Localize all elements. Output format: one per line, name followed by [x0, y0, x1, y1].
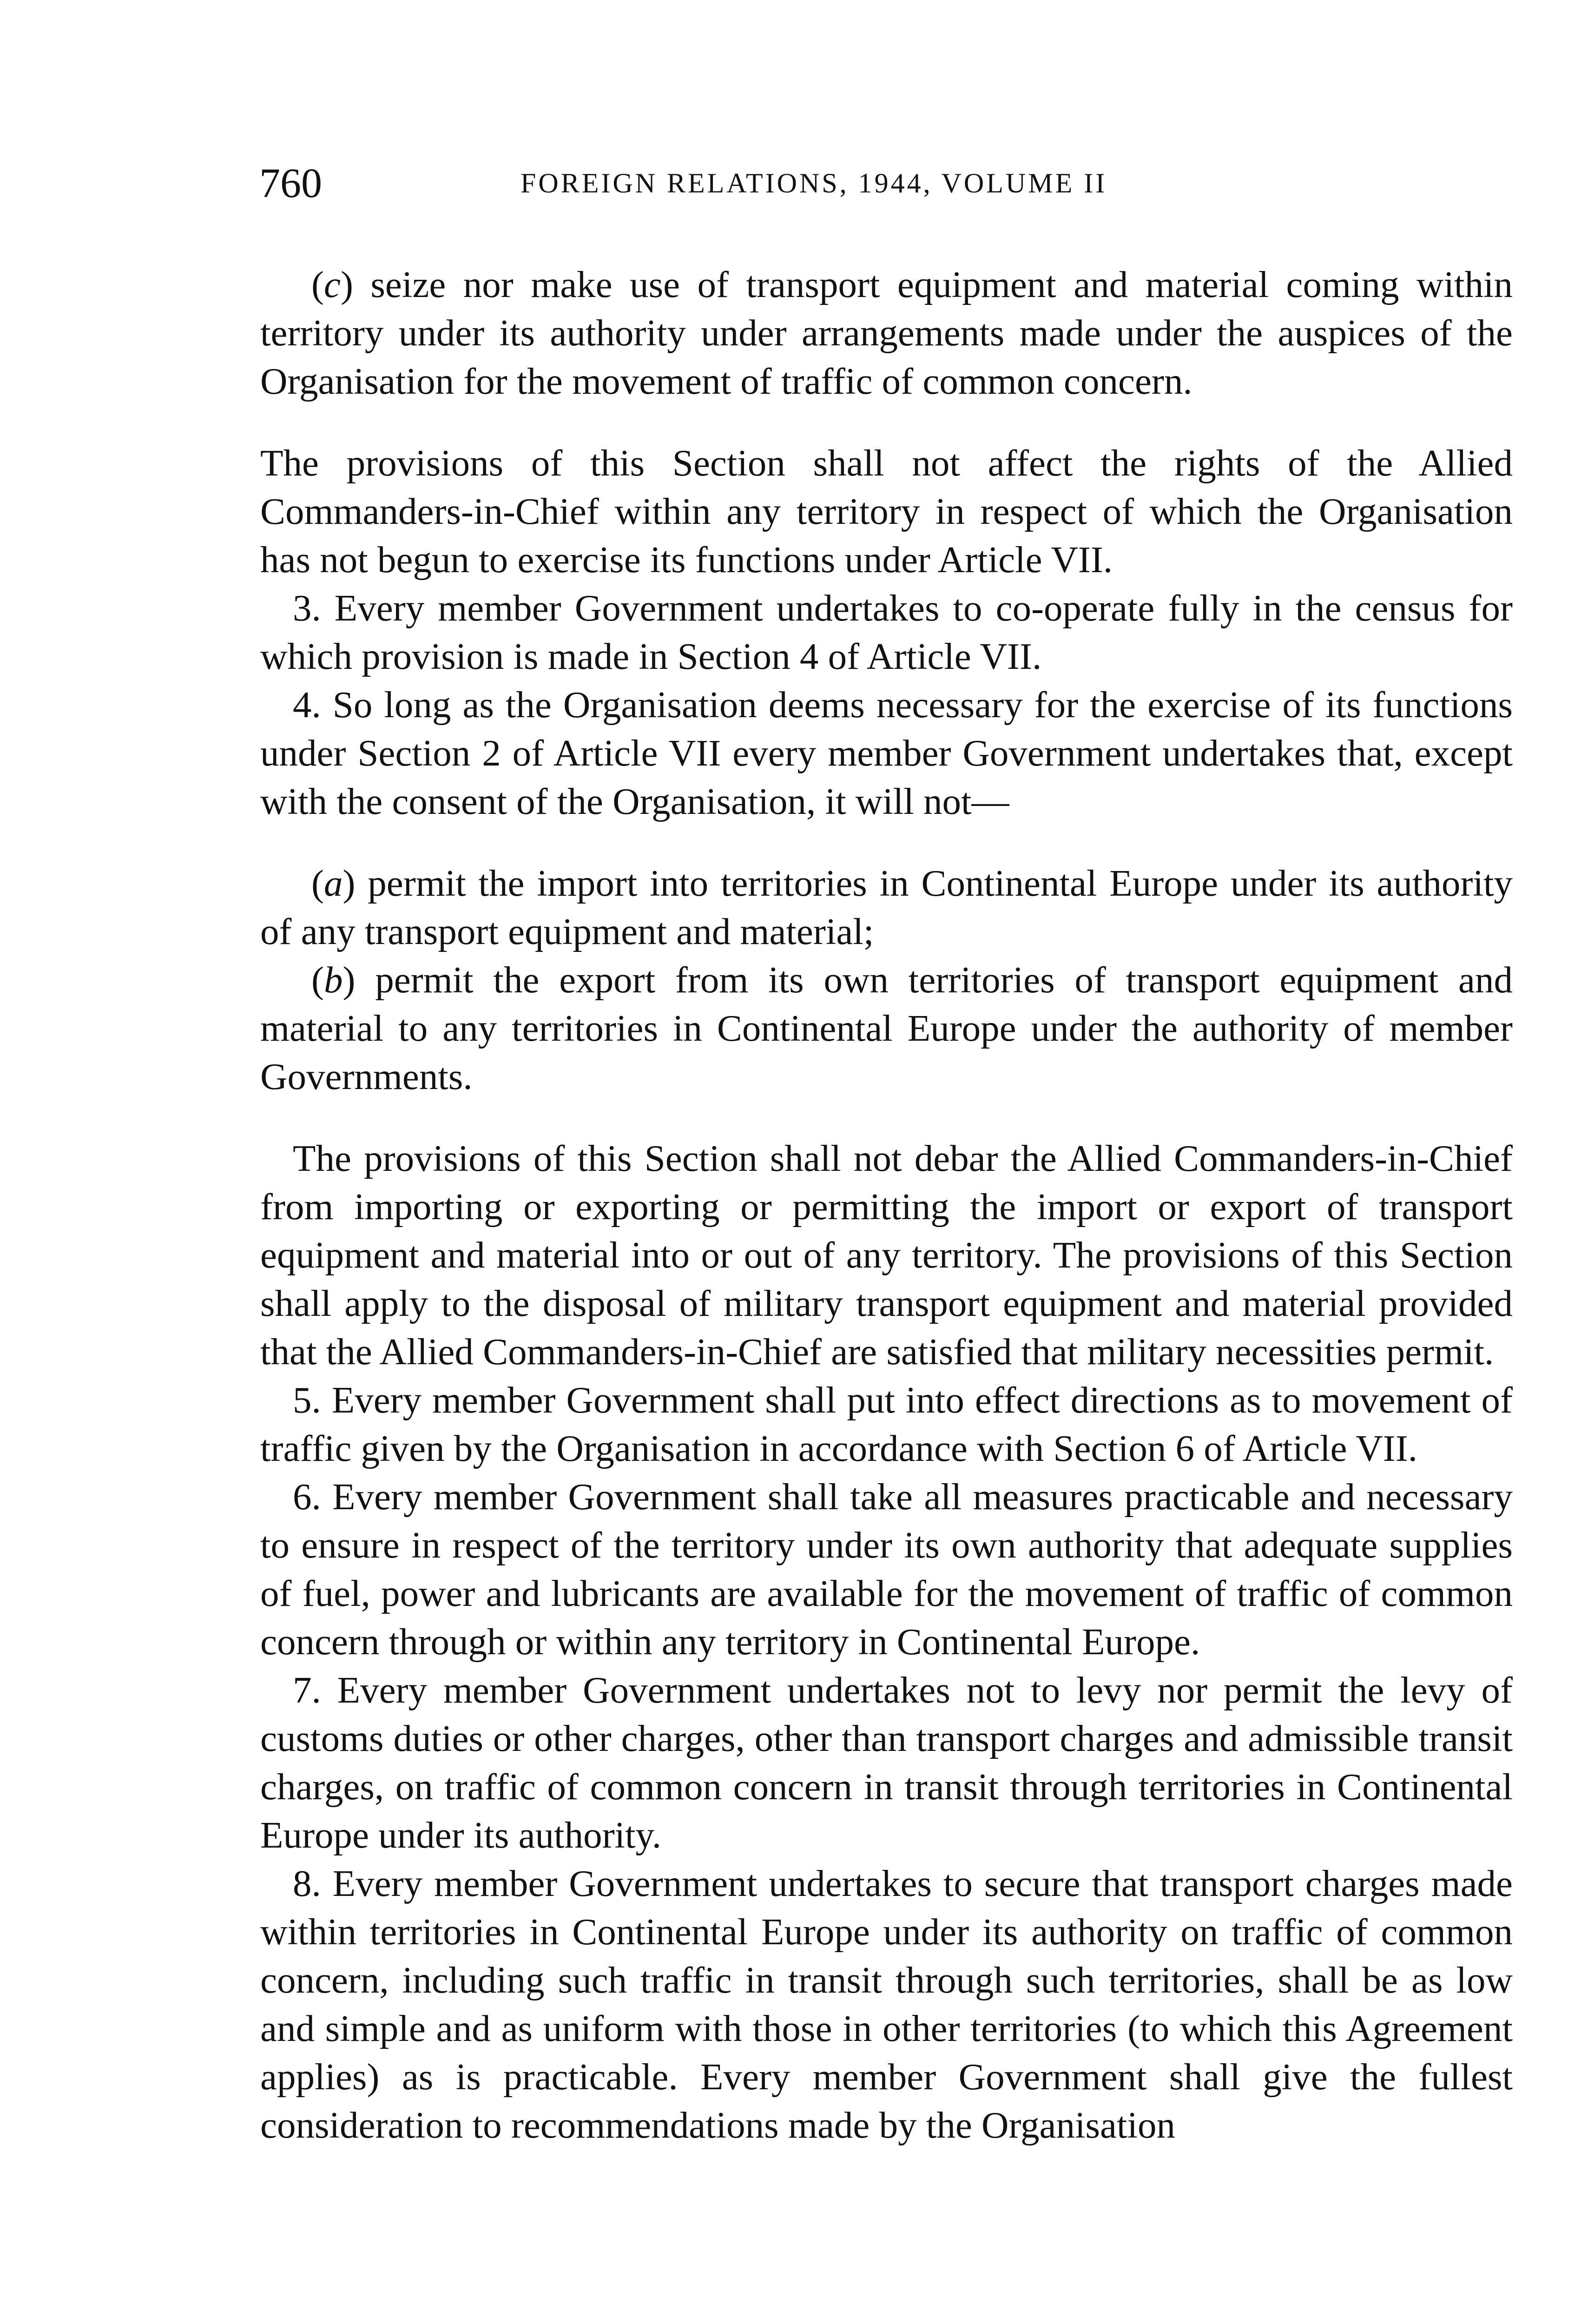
running-header — [260, 158, 1513, 209]
clause-c: (c) seize nor make use of transport equipment and material coming within territory under its authority under arrangements made under the auspices of the Organisation for the movement of traffic of common concern. — [260, 264, 1513, 402]
paragraph-section-6: 6. Every member Government shall take all measures practicable and necessary to ensure in respect of the territory under its own authority that adequate supplies of fuel, power and lubricants are available for the movement of traffic of common concern through or within any territory in Continental Europe. — [260, 1476, 1513, 1663]
clause-b-text: permit the export from its own territories of transport equipment and material to any territories in Continental Europe under the authority of member Governments. — [260, 959, 1513, 1097]
clause-a: (a) permit the import into territories in Continental Europe under its authority of any transport equipment and material; — [260, 862, 1513, 952]
clause-a-label: a — [323, 862, 343, 904]
paragraph-section-3: 3. Every member Government undertakes to co-operate fully in the census for which provision is made in Section 4 of Article VII. — [260, 587, 1513, 677]
paragraph-import-export: The provisions of this Section shall not debar the Allied Commanders-in-Chief from importing or exporting or permitting the import or export of transport equipment and material into or out of any territory. The provisions of this Section shall apply to the disposal of military transport equipment and material provided that the Allied Commanders-in-Chief are satisfied that military necessities permit. — [260, 1137, 1513, 1373]
paragraph-section-8: 8. Every member Government undertakes to secure that transport charges made within territories in Continental Europe under its authority on traffic of common concern, including such traffic in transit through such territories, shall be as low and simple and as uniform with those in other territories (to which this Agreement applies) as is practicable. Every member Government shall give the fullest consideration to recommendations made by the Organisation — [260, 1862, 1513, 2146]
paragraph-section-4: 4. So long as the Organisation deems necessary for the exercise of its functions under Section 2 of Article VII every member Government undertakes that, except with the consent of the Organisation, it will not— — [260, 684, 1513, 822]
paragraph-allied-rights: The provisions of this Section shall not affect the rights of the Allied Commanders-in-Chief within any territory in respect of which the Organisation has not begun to exercise its functions under Article VII. — [260, 442, 1513, 581]
clause-c-label: c — [323, 264, 341, 305]
clause-b: (b) permit the export from its own territories of transport equipment and material to any territories in Continental Europe under the authority of member Governments. — [260, 959, 1513, 1097]
clause-b-label: b — [323, 959, 343, 1001]
paragraph-section-7: 7. Every member Government undertakes not to levy nor permit the levy of customs duties or other charges, other than transport charges and admissible transit charges, on traffic of common concern in transit through territories in Continental Europe under its authority. — [260, 1669, 1513, 1856]
page-number: 760 — [259, 160, 322, 206]
running-title: FOREIGN RELATIONS, 1944, VOLUME II — [520, 168, 1107, 198]
clause-a-text: permit the import into territories in Continental Europe under its authority of any transport equipment and material; — [260, 862, 1513, 952]
document-page — [260, 158, 1513, 2149]
paragraph-section-5: 5. Every member Government shall put into effect directions as to movement of traffic given by the Organisation in accordance with Section 6 of Article VII. — [260, 1379, 1513, 1469]
clause-c-text: seize nor make use of transport equipment and material coming within territory under its authority under arrangements made under the auspices of the Organisation for the movement of traffic of common concern. — [260, 264, 1513, 402]
